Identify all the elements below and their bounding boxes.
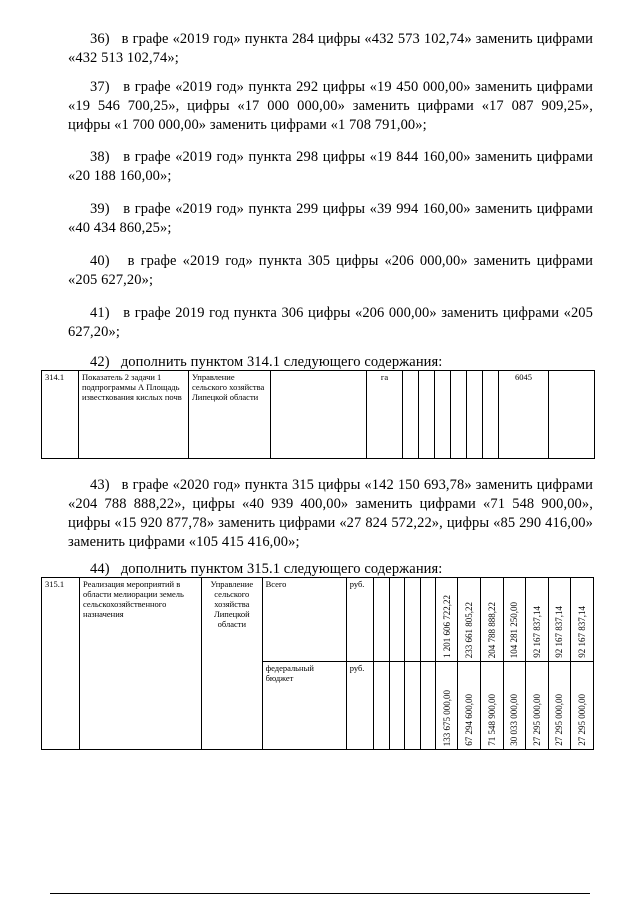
funding-source: федеральный бюджет	[262, 662, 346, 750]
paragraph-39	[68, 200, 593, 238]
paragraph-number: 43)	[90, 477, 110, 493]
year-value: 133 675 000,00	[441, 689, 452, 746]
paragraph-number: 40)	[90, 253, 110, 269]
paragraph-text: в графе «2019 год» пункта 292 цифры «19 450 000,00» заменить цифрами «19 546 700,25», цифры «17 000 000,00» заменить цифрами «17 087 909,25», цифры «1 700 000,00» заменить цифрами «1 708 791,00»;	[68, 79, 593, 133]
year-value: 233 661 805,22	[464, 601, 475, 658]
paragraph-text: в графе «2019 год» пункта 299 цифры «39 994 160,00» заменить цифрами «40 434 860,25»;	[68, 201, 593, 236]
paragraph-number: 41)	[90, 305, 110, 321]
table-314-1	[41, 370, 595, 459]
paragraph-text: дополнить пунктом 314.1 следующего содержания:	[120, 354, 443, 370]
row-number: 314.1	[42, 371, 79, 459]
year-value: 71 548 900,00	[486, 694, 497, 746]
year-value: 92 167 837,14	[531, 606, 542, 658]
row-number: 315.1	[42, 578, 80, 750]
paragraph-text: в графе «2019 год» пункта 284 цифры «432 573 102,74» заменить цифрами «432 513 102,74»;	[68, 31, 593, 66]
paragraph-number: 37)	[90, 79, 110, 95]
measure-name: Реализация мероприятий в области мелиорации земель сельскохозяйственного назначения	[79, 578, 201, 750]
paragraph-41	[68, 304, 593, 342]
paragraph-36	[68, 30, 593, 68]
paragraph-text: дополнить пунктом 315.1 следующего содержания:	[120, 561, 443, 577]
year-value: 27 295 000,00	[531, 694, 542, 746]
year-value: 92 167 837,14	[577, 606, 588, 658]
paragraph-number: 42)	[90, 354, 110, 370]
table-315-1	[41, 577, 594, 750]
year-value: 27 295 000,00	[554, 694, 565, 746]
paragraph-40	[68, 252, 593, 290]
year-value: 67 294 600,00	[464, 694, 475, 746]
paragraph-text: в графе «2019 год» пункта 305 цифры «206 000,00» заменить цифрами «205 627,20»;	[68, 253, 593, 288]
funding-source: Всего	[262, 578, 346, 662]
paragraph-text: в графе «2020 год» пункта 315 цифры «142 150 693,78» заменить цифрами «204 788 888,22», цифры «40 939 400,00» заменить цифрами «71 548 900,00», цифры «15 920 877,78» заменить цифрами «27 824 572,22», цифры «85 290 416,00» заменить цифрами «105 415 416,00»;	[68, 477, 593, 550]
page-bottom-rule	[50, 893, 590, 894]
year-value: 27 295 000,00	[577, 694, 588, 746]
year-value: 30 033 000,00	[509, 694, 520, 746]
paragraph-37	[68, 78, 593, 135]
year-value: 204 788 888,22	[486, 601, 497, 658]
paragraph-number: 38)	[90, 149, 110, 165]
paragraph-text: в графе 2019 год пункта 306 цифры «206 000,00» заменить цифрами «205 627,20»;	[68, 305, 593, 340]
year-value: 1 201 606 722,22	[441, 595, 452, 658]
paragraph-38	[68, 148, 593, 186]
unit: руб.	[346, 578, 374, 662]
indicator-name: Показатель 2 задачи 1 подпрограммы А Площадь известкования кислых почв	[79, 371, 189, 459]
paragraph-number: 39)	[90, 201, 110, 217]
paragraph-43	[68, 476, 593, 552]
unit: га	[367, 371, 403, 459]
paragraph-number: 44)	[90, 561, 110, 577]
paragraph-text: в графе «2019 год» пункта 298 цифры «19 844 160,00» заменить цифрами «20 188 160,00»;	[68, 149, 593, 184]
indicator-value: 6045	[499, 371, 549, 459]
year-value: 104 281 250,00	[509, 601, 520, 658]
executor: Управление сельского хозяйства Липецкой области	[189, 371, 271, 459]
unit: руб.	[346, 662, 374, 750]
executor: Управление сельского хозяйства Липецкой области	[202, 578, 263, 750]
year-value: 92 167 837,14	[554, 606, 565, 658]
paragraph-number: 36)	[90, 31, 110, 47]
